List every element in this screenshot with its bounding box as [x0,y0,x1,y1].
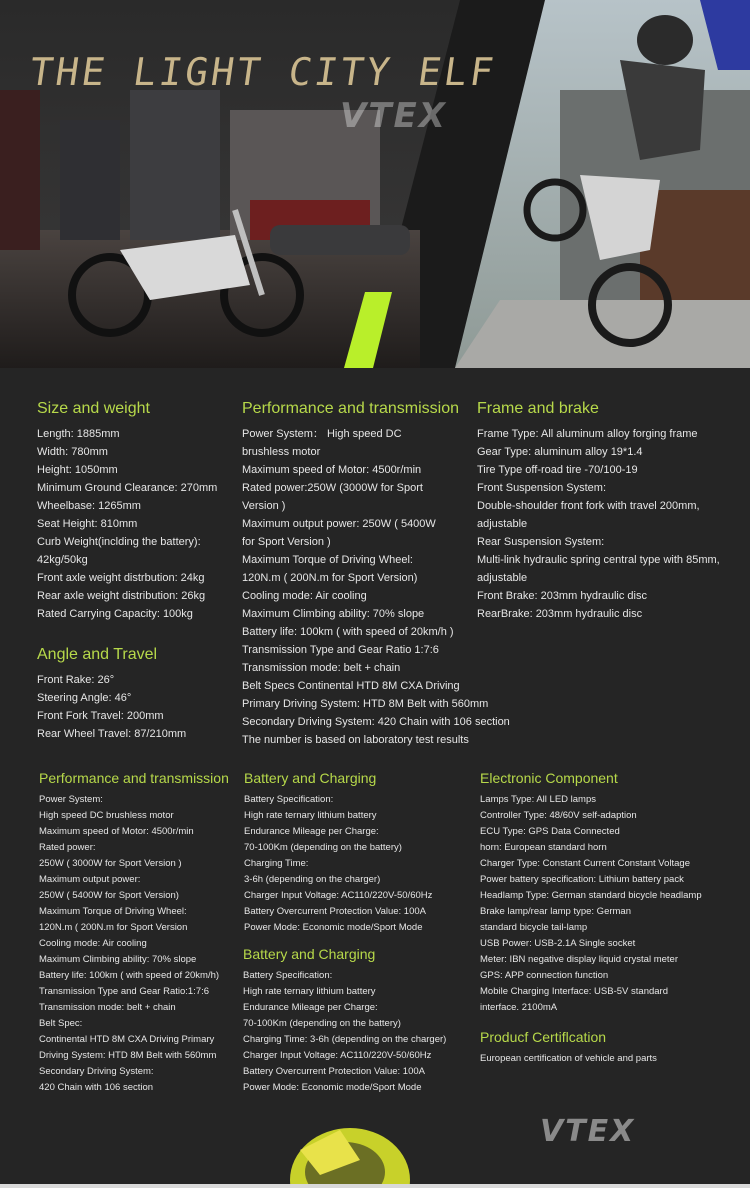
spec-line: Front axle weight distrbution: 24kg [37,572,205,584]
spec-line: for Sport Version ) [242,536,331,548]
spec-list [39,792,229,1096]
spec-line: Transmission mode: belt + chain [242,662,401,674]
spec-line: Front Brake: 203mm hydraulic disc [477,590,647,602]
spec-line: USB Power: USB-2.1A Single socket [480,938,636,949]
spec-line: Rear Wheel Travel: 87/210mm [37,728,187,740]
performance-transmission-detail-section [39,770,229,1096]
spec-line: Mobile Charging Interface: USB-5V standard [480,986,668,997]
spec-line: Cooling mode: Air cooling [39,938,147,949]
spec-line: Transmission Type and Gear Ratio 1:7:6 [242,644,439,656]
spec-line: Driving System: HTD 8M Belt with 560mm [39,1050,217,1061]
spec-line: Curb Weight(inclding the battery): [37,536,201,548]
spec-line: Rated power: [39,842,96,853]
spec-line: Transmission mode: belt + chain [39,1002,176,1013]
spec-line: interface. 2100mA [480,1002,558,1013]
spec-list [477,425,720,623]
spec-line: Frame Type: All aluminum alloy forging frame [477,428,698,440]
spec-line: Seat Height: 810mm [37,518,138,530]
spec-line: Front Rake: 26° [37,674,115,686]
spec-line: Battery Specification: [244,794,334,805]
battery-charging-section-2 [243,946,446,1096]
spec-line: Battery life: 100km ( with speed of 20km/h ) [242,626,454,638]
spec-list [243,968,446,1096]
section-heading: Electronic Component [480,770,618,786]
spec-line: Battery life: 100km ( with speed of 20km/h) [39,970,220,981]
section-heading: Performance and transmission [39,770,229,786]
spec-line: Controller Type: 48/60V self-adaption [480,810,637,821]
frame-and-brake-section [477,400,720,623]
spec-line: Secondary Driving System: 420 Chain with 106 section [242,716,510,728]
spec-list [244,792,432,936]
spec-line: 42kg/50kg [37,554,88,566]
spec-line: Front Fork Travel: 200mm [37,710,164,722]
spec-line: Rated power:250W (3000W for Sport [242,482,423,494]
spec-line: Width: 780mm [37,446,108,458]
spec-line: Front Suspension System: [477,482,607,494]
section-heading: Size and weight [37,400,150,417]
spec-line: High speed DC brushless motor [39,810,174,821]
spec-line: Battery Overcurrent Protection Value: 100A [243,1066,425,1077]
spec-line: Double-shoulder front fork with travel 200mm, [477,500,700,512]
spec-line: 70-100Km (depending on the battery) [243,1018,401,1029]
section-heading: Performance and transmission [242,400,459,417]
spec-line: Maximum Torque of Driving Wheel: [242,554,413,566]
spec-line: Transmission Type and Gear Ratio:1:7:6 [39,986,210,997]
spec-line: 120N.m ( 200N.m for Sport Version) [242,572,418,584]
spec-line: RearBrake: 203mm hydraulic disc [477,608,643,620]
footer-brand-logo: VTEX [540,1114,636,1149]
spec-line: Tire Type off-road tire -70/100-19 [477,464,638,476]
spec-line: horn: European standard horn [480,842,607,853]
spec-line: Endurance Mileage per Charge: [244,826,379,837]
section-heading: Battery and Charging [244,770,377,786]
spec-list [480,1051,657,1067]
performance-transmission-section [242,400,510,749]
spec-line: Maximum Climbing ability: 70% slope [39,954,197,965]
spec-line: Power System: [39,794,103,805]
spec-line: Charging Time: [244,858,309,869]
spec-line: Maximum speed of Motor: 4500r/min [39,826,194,837]
spec-line: Rated Carrying Capacity: 100kg [37,608,193,620]
spec-line: Endurance Mileage per Charge: [243,1002,378,1013]
spec-line: Charging Time: 3-6h (depending on the charger) [243,1034,447,1045]
spec-line: Version ) [242,500,286,512]
spec-line: Rear axle weight distribution: 26kg [37,590,206,602]
angle-and-travel-section [37,646,186,743]
spec-line: Brake lamp/rear lamp type: German [480,906,632,917]
spec-line: Lamps Type: All LED lamps [480,794,596,805]
spec-line: adjustable [477,518,528,530]
spec-line: Charger Input Voltage: AC110/220V-50/60Hz [243,1050,432,1061]
spec-line: The number is based on laboratory test results [242,734,469,746]
spec-line: Meter: IBN negative display liquid crystal meter [480,954,678,965]
spec-line: 70-100Km (depending on the battery) [244,842,402,853]
spec-line: 120N.m ( 200N.m for Sport Version [39,922,188,933]
spec-line: Height: 1050mm [37,464,118,476]
spec-line: European certification of vehicle and parts [480,1053,657,1064]
section-heading: Producf Certiflcation [480,1029,607,1045]
spec-line: Gear Type: aluminum alloy 19*1.4 [477,446,643,458]
footer-banner [0,1100,750,1188]
electronic-component-section [480,770,702,1016]
spec-list [37,671,186,743]
hero-title: THE LIGHT CITY ELF [26,50,499,94]
spec-line: Battery Overcurrent Protection Value: 100A [244,906,426,917]
spec-line: ECU Type: GPS Data Connected [480,826,620,837]
spec-line: brushless motor [242,446,321,458]
spec-line: Secondary Driving System: [39,1066,154,1077]
size-and-weight-section [37,400,217,623]
spec-line: Cooling mode: Air cooling [242,590,367,602]
spec-line: Multi-link hydraulic spring central type with 85mm, [477,554,720,566]
spec-line: GPS: APP connection function [480,970,609,981]
spec-line: High rate ternary lithium battery [244,810,377,821]
spec-line: adjustable [477,572,528,584]
spec-list [480,792,702,1016]
spec-line: Maximum output power: 250W ( 5400W [242,518,436,530]
spec-line: Belt Specs Continental HTD 8M CXA Driving [242,680,460,692]
spec-line: Primary Driving System: HTD 8M Belt with 560mm [242,698,489,710]
section-heading: Angle and Travel [37,646,158,663]
spec-line: Length: 1885mm [37,428,120,440]
spec-line: Power battery specification: Lithium battery pack [480,874,684,885]
spec-line: Minimum Ground Clearance: 270mm [37,482,218,494]
hero-brand-logo: VTEX [340,96,447,136]
spec-line: Battery Specification: [243,970,333,981]
spec-line: Wheelbase: 1265mm [37,500,141,512]
spec-line: Power Mode: Economic mode/Sport Mode [244,922,423,933]
section-heading: Battery and Charging [243,946,376,962]
section-heading: Frame and brake [477,400,599,417]
spec-list [242,425,510,749]
spec-line: 250W ( 5400W for Sport Version) [39,890,179,901]
spec-line: Maximum output power: [39,874,141,885]
spec-line: 420 Chain with 106 section [39,1082,154,1093]
spec-line: standard bicycle tail-lamp [480,922,588,933]
spec-line: Maximum Climbing ability: 70% slope [242,608,425,620]
spec-line: Rear Suspension System: [477,536,605,548]
product-certification-section [480,1029,657,1067]
spec-line: Headlamp Type: German standard bicycle headlamp [480,890,702,901]
spec-line: Power Mode: Economic mode/Sport Mode [243,1082,422,1093]
spec-line: Charger Input Voltage: AC110/220V-50/60Hz [244,890,433,901]
spec-line: 250W ( 3000W for Sport Version ) [39,858,182,869]
spec-line: Steering Angle: 46° [37,692,132,704]
spec-list [37,425,217,623]
spec-line: Continental HTD 8M CXA Driving Primary [39,1034,215,1045]
hero-banner [0,0,750,368]
helmet-graphic [0,1100,750,1188]
spec-line: Power System： High speed DC [242,428,402,440]
spec-line: High rate ternary lithium battery [243,986,376,997]
spec-line: Maximum speed of Motor: 4500r/min [242,464,422,476]
spec-line: Charger Type: Constant Current Constant Voltage [480,858,691,869]
spec-line: Belt Spec: [39,1018,83,1029]
spec-line: Maximum Torque of Driving Wheel: [39,906,187,917]
battery-charging-section-1 [244,770,432,936]
spec-line: 3-6h (depending on the charger) [244,874,381,885]
